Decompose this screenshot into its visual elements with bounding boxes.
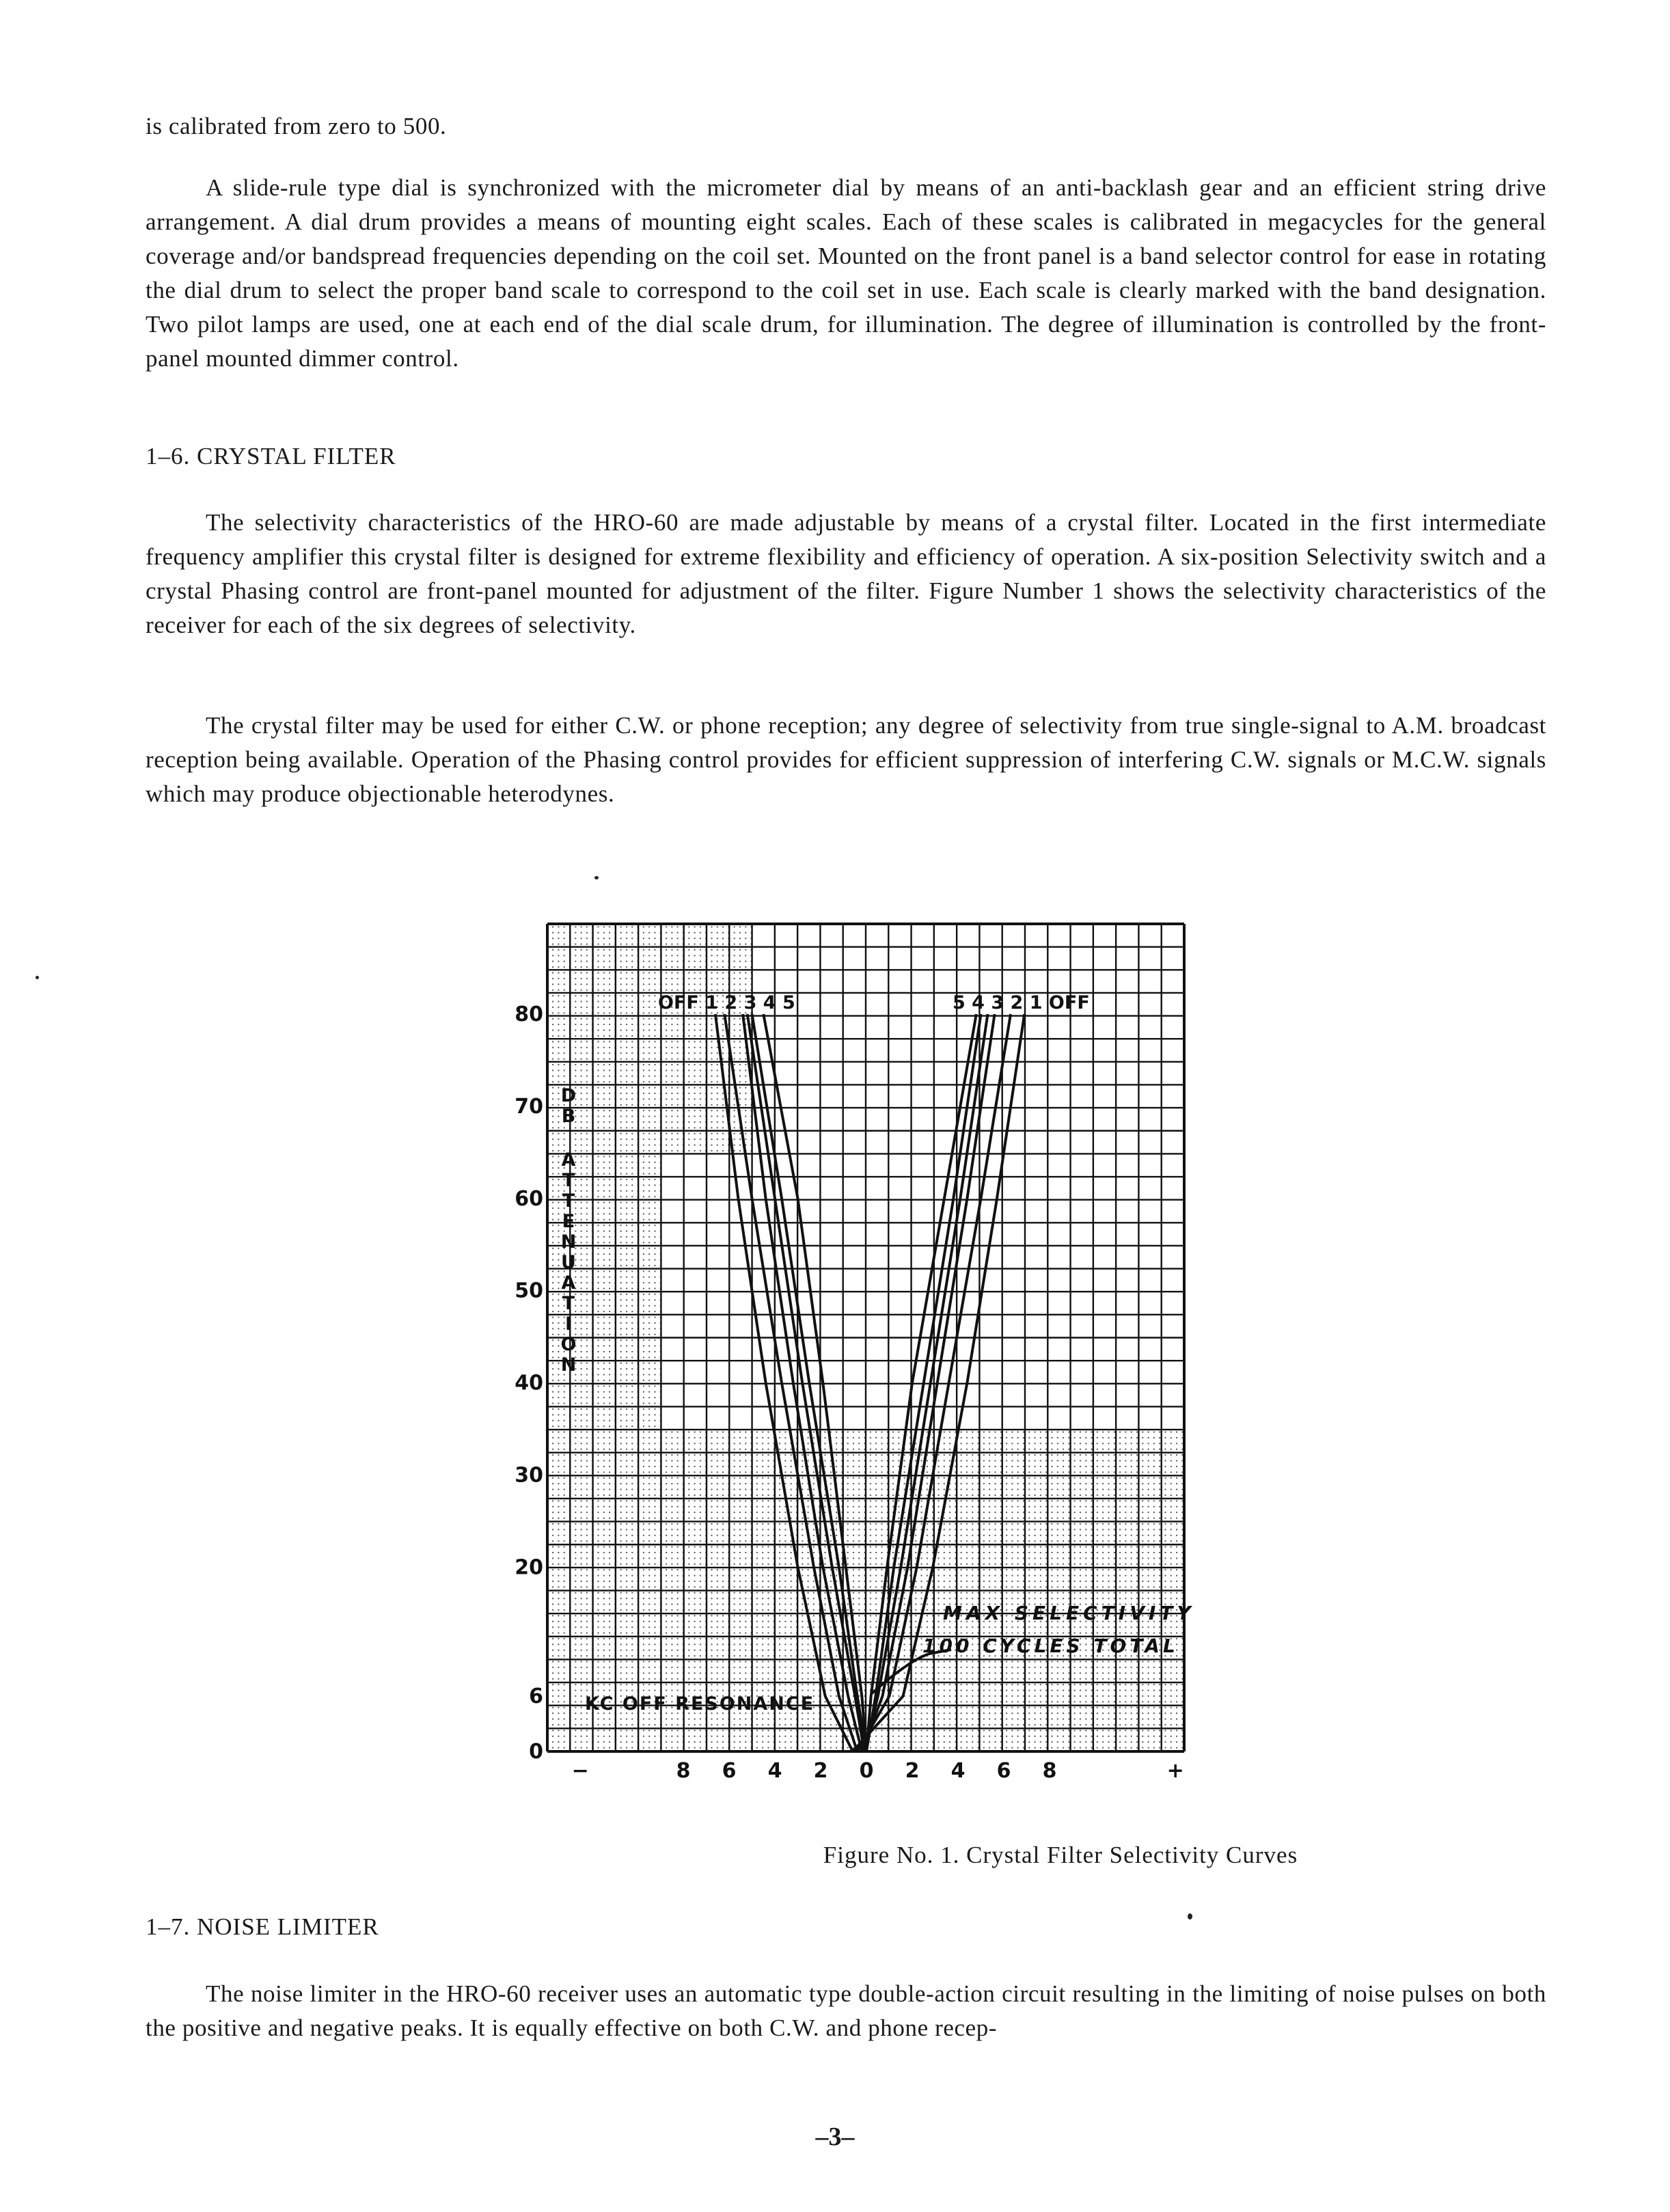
svg-text:A: A (561, 1149, 576, 1171)
svg-text:T: T (562, 1293, 575, 1314)
x-tick-label: 8 (1042, 1759, 1057, 1783)
paragraph-noise-limiter: The noise limiter in the HRO-60 receiver uses an automatic type double-action circuit resulting in the limiting of noise pulses on both the positive and negative peaks. It is equally effective on both C.W. and phone recep- (146, 1980, 1546, 2041)
x-tick-label: 0 (859, 1759, 874, 1783)
y-tick-label: 70 (515, 1094, 543, 1119)
x-axis-tick-labels (572, 1759, 1184, 1783)
x-tick-label: 2 (905, 1759, 920, 1783)
y-axis-tick-labels (515, 1002, 543, 1764)
x-tick-label: 8 (676, 1759, 691, 1783)
x-tick-label: 4 (950, 1759, 966, 1783)
paragraph-crystal-filter-2: The crystal filter may be used for either C.W. or phone reception; any degree of selectivity from true single-signal to A.M. broadcast reception being available. Operation of the Phasing control provides for efficient suppression of interfering C.W. signals or M.C.W. signals which may produce objectionable heterodynes. (146, 712, 1546, 807)
page-number: –3– (815, 2122, 855, 2151)
svg-text:N: N (560, 1231, 577, 1253)
x-tick-label: 6 (722, 1759, 737, 1783)
svg-text:A: A (561, 1272, 576, 1294)
y-tick-label: 30 (515, 1463, 543, 1488)
y-tick-label: 80 (515, 1002, 543, 1026)
y-tick-label: 60 (515, 1186, 543, 1211)
svg-text:B: B (561, 1106, 576, 1127)
svg-text:D: D (560, 1085, 577, 1106)
y-tick-label: 6 (529, 1684, 543, 1709)
x-tick-label: − (571, 1759, 589, 1783)
section-heading-noise-limiter: 1–7. NOISE LIMITER (146, 1913, 379, 1940)
x-tick-label: 2 (813, 1759, 828, 1783)
section-heading-crystal-filter: 1–6. CRYSTAL FILTER (146, 443, 396, 469)
paragraph-dial: A slide-rule type dial is synchronized with the micrometer dial by means of an anti-backlash gear and an efficient string drive arrangement. A dial drum provides a means of mounting eight scales. Each of these scales is calibrated in megacycles for the general coverage and/or bandspread frequencies depending on the coil set. Mounted on the front panel is a band selector control for ease in rotating the dial drum to select the proper band scale to correspond to the coil set in use. Each scale is clearly marked with the band designation. Two pilot lamps are used, one at each end of the dial scale drum, for illumination. The degree of illumination is controlled by the front-panel mounted dimmer control. (146, 174, 1546, 372)
x-tick-label: 6 (996, 1759, 1011, 1783)
x-tick-label: + (1166, 1759, 1184, 1783)
svg-text:I: I (564, 1313, 573, 1335)
y-tick-label: 20 (515, 1555, 543, 1580)
scan-speck (594, 876, 599, 879)
x-tick-label: 4 (767, 1759, 782, 1783)
y-tick-label: 0 (529, 1740, 543, 1764)
intro-fragment: is calibrated from zero to 500. (146, 113, 447, 139)
svg-text:U: U (561, 1252, 576, 1273)
left-curve-labels: OFF 1 2 3 4 5 (658, 992, 795, 1013)
svg-text:E: E (562, 1211, 575, 1232)
x-axis-label: KC OFF RESONANCE (585, 1693, 815, 1715)
svg-text:T: T (562, 1170, 575, 1191)
svg-text:N: N (560, 1354, 577, 1376)
y-tick-label: 40 (515, 1371, 543, 1395)
svg-text:O: O (560, 1334, 577, 1355)
annotation-100-cycles: 100 CYCLES TOTAL (922, 1635, 1179, 1657)
svg-text:T: T (562, 1190, 575, 1212)
scan-speck (1188, 1913, 1192, 1920)
figure-caption: Figure No. 1. Crystal Filter Selectivity Curves (823, 1842, 1298, 1868)
y-tick-label: 50 (515, 1279, 543, 1303)
annotation-max-selectivity: MAX SELECTIVITY (943, 1602, 1195, 1624)
paragraph-crystal-filter-1: The selectivity characteristics of the HRO-60 are made adjustable by means of a crystal filter. Located in the first intermediate frequency amplifier this crystal filter is designed for extreme flexibility and efficiency of operation. A six-position Selectivity switch and a crystal Phasing control are front-panel mounted for adjustment of the filter. Figure Number 1 shows the selectivity characteristics of the receiver for each of the six degrees of selectivity. (146, 509, 1546, 638)
right-curve-labels: 5 4 3 2 1 OFF (953, 992, 1090, 1013)
scan-speck (36, 976, 39, 979)
